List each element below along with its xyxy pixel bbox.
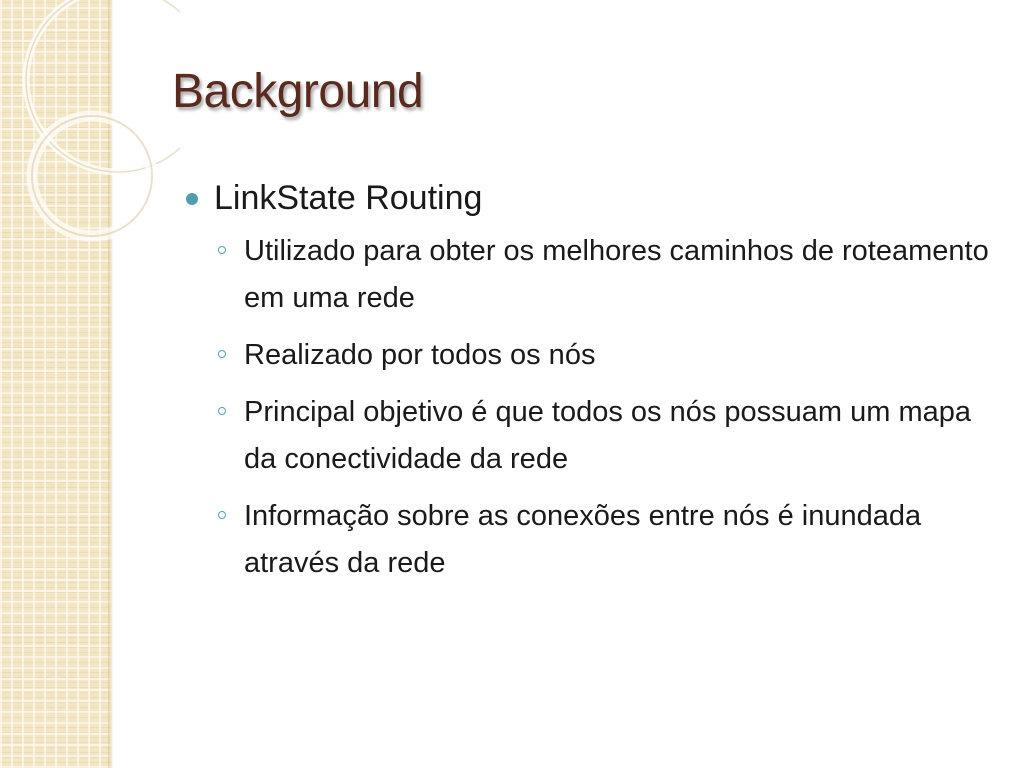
filled-circle-bullet-icon — [186, 193, 198, 205]
hollow-circle-bullet-icon — [218, 350, 226, 358]
bullet-text: LinkState Routing — [214, 179, 483, 217]
sub-bullet-text: Realizado por todos os nós — [244, 339, 596, 371]
hollow-circle-bullet-icon — [218, 511, 226, 519]
sub-bullet-item — [214, 389, 1006, 483]
slide-content — [186, 172, 1006, 597]
slide-title: Background — [172, 65, 424, 118]
sub-bullet-item — [214, 493, 1006, 587]
hollow-circle-bullet-icon — [218, 246, 226, 254]
sub-bullet-text: Principal objetivo é que todos os nós possuam um mapa da conectividade da rede — [244, 396, 972, 475]
sub-bullet-list — [214, 228, 1006, 587]
bullet-list — [186, 172, 1006, 587]
sub-bullet-item — [214, 228, 1006, 322]
bullet-item — [186, 172, 1006, 587]
hollow-circle-bullet-icon — [218, 407, 226, 415]
sub-bullet-text: Informação sobre as conexões entre nós é inundada através da rede — [244, 500, 922, 579]
decorative-rings-icon — [0, 0, 180, 260]
sub-bullet-item — [214, 332, 1006, 379]
sub-bullet-text: Utilizado para obter os melhores caminhos de roteamento em uma rede — [244, 235, 989, 314]
